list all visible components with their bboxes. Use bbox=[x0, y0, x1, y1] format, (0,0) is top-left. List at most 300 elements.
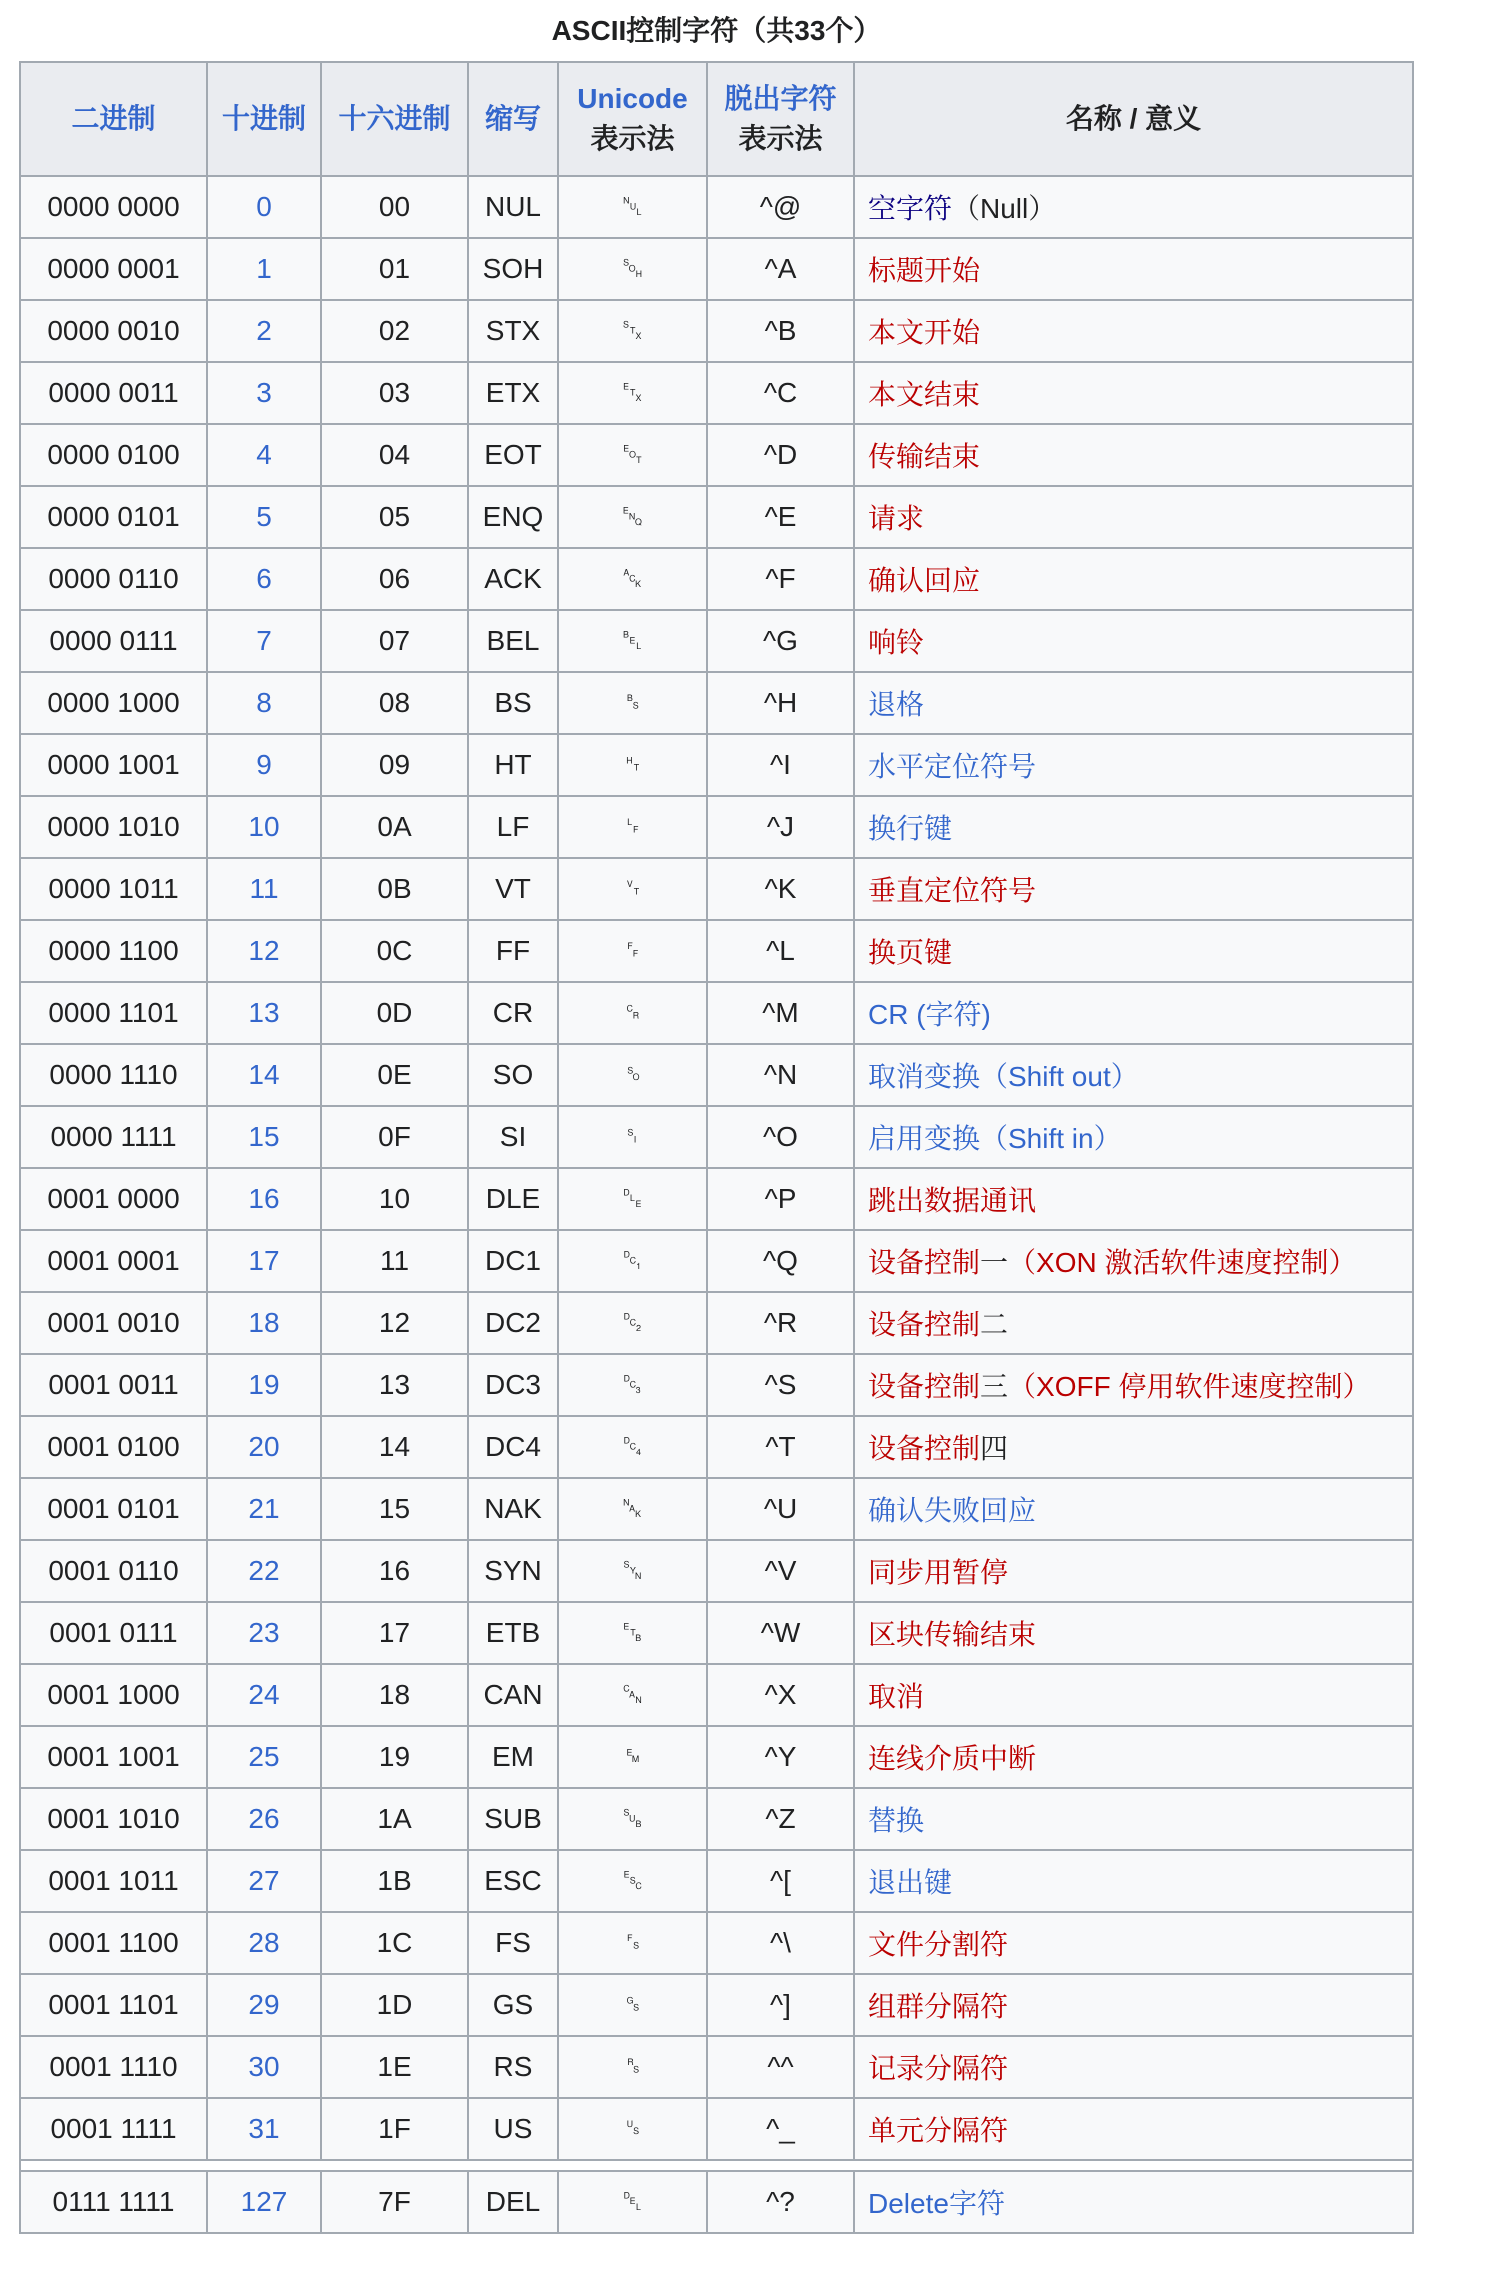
name-redlink[interactable]: 确认回应 bbox=[868, 565, 981, 596]
hex-cell: 0D bbox=[321, 982, 468, 1044]
unicode-symbol-cell: ␂ bbox=[558, 300, 707, 362]
abbr-cell: ESC bbox=[468, 1850, 558, 1912]
table-row bbox=[20, 176, 1413, 238]
abbr-cell: NUL bbox=[468, 176, 558, 238]
hex-cell: 18 bbox=[321, 1664, 468, 1726]
decimal-link[interactable]: 7 bbox=[256, 625, 272, 656]
decimal-link[interactable]: 4 bbox=[256, 439, 272, 470]
hex-cell: 13 bbox=[321, 1354, 468, 1416]
hex-cell: 00 bbox=[321, 176, 468, 238]
unicode-symbol-cell: ␟ bbox=[558, 2098, 707, 2160]
spacer-cell bbox=[20, 2160, 1413, 2171]
escape-sequence-cell: ^L bbox=[707, 920, 854, 982]
escape-sequence-cell: ^W bbox=[707, 1602, 854, 1664]
table-row bbox=[20, 1788, 1413, 1850]
name-cell bbox=[854, 1788, 1413, 1850]
binary-cell: 0000 0101 bbox=[20, 486, 207, 548]
escape-sequence-cell: ^E bbox=[707, 486, 854, 548]
binary-cell: 0000 0010 bbox=[20, 300, 207, 362]
name-redlink[interactable]: 组群分隔符 bbox=[868, 1991, 1009, 2022]
decimal-link[interactable]: 8 bbox=[256, 687, 272, 718]
name-cell bbox=[854, 982, 1413, 1044]
escape-sequence-cell: ^T bbox=[707, 1416, 854, 1478]
name-cell bbox=[854, 1602, 1413, 1664]
header-link[interactable]: 十六进制 bbox=[338, 103, 451, 134]
escape-sequence-cell: ^[ bbox=[707, 1850, 854, 1912]
name-cell bbox=[854, 1726, 1413, 1788]
header-link[interactable]: 二进制 bbox=[71, 103, 156, 134]
abbr-cell: DC2 bbox=[468, 1292, 558, 1354]
abbr-cell: ETX bbox=[468, 362, 558, 424]
name-link[interactable]: 确认失败回应 bbox=[868, 1495, 1037, 1526]
abbr-cell: SI bbox=[468, 1106, 558, 1168]
binary-cell: 0000 1100 bbox=[20, 920, 207, 982]
abbr-cell: LF bbox=[468, 796, 558, 858]
escape-sequence-cell: ^K bbox=[707, 858, 854, 920]
col-header-4 bbox=[558, 62, 707, 176]
binary-cell: 0000 0011 bbox=[20, 362, 207, 424]
unicode-symbol-cell: ␄ bbox=[558, 424, 707, 486]
decimal-cell bbox=[207, 486, 321, 548]
col-header-3 bbox=[468, 62, 558, 176]
name-text: 四 bbox=[980, 1433, 1009, 1464]
name-redlink[interactable]: 设备控制 bbox=[868, 1433, 981, 1464]
hex-cell: 19 bbox=[321, 1726, 468, 1788]
binary-cell: 0001 0011 bbox=[20, 1354, 207, 1416]
name-redlink[interactable]: 连线介质中断 bbox=[868, 1743, 1037, 1774]
unicode-symbol-cell: ␐ bbox=[558, 1168, 707, 1230]
name-link[interactable]: 水平定位符号 bbox=[868, 751, 1037, 782]
hex-cell: 1D bbox=[321, 1974, 468, 2036]
name-cell bbox=[854, 1354, 1413, 1416]
hex-cell: 0A bbox=[321, 796, 468, 858]
decimal-link[interactable]: 21 bbox=[248, 1493, 280, 1524]
table-row bbox=[20, 1602, 1413, 1664]
unicode-symbol-cell: ␊ bbox=[558, 796, 707, 858]
unicode-symbol-cell: ␈ bbox=[558, 672, 707, 734]
col-header-1 bbox=[207, 62, 321, 176]
name-redlink[interactable]: 请求 bbox=[868, 503, 925, 534]
decimal-link[interactable]: 24 bbox=[248, 1679, 280, 1710]
hex-cell: 10 bbox=[321, 1168, 468, 1230]
table-row bbox=[20, 734, 1413, 796]
name-redlink[interactable]: 取消 bbox=[868, 1681, 925, 1712]
decimal-cell bbox=[207, 548, 321, 610]
unicode-symbol-cell: ␀ bbox=[558, 176, 707, 238]
escape-sequence-cell: ^_ bbox=[707, 2098, 854, 2160]
name-link[interactable]: 换行键 bbox=[868, 813, 953, 844]
decimal-link[interactable]: 127 bbox=[240, 2186, 288, 2217]
decimal-link[interactable]: 6 bbox=[256, 563, 272, 594]
name-cell bbox=[854, 1912, 1413, 1974]
decimal-link[interactable]: 23 bbox=[248, 1617, 280, 1648]
name-cell bbox=[854, 362, 1413, 424]
decimal-link[interactable]: 11 bbox=[249, 873, 279, 904]
spacer-row bbox=[20, 2160, 1413, 2171]
hex-cell: 01 bbox=[321, 238, 468, 300]
decimal-link[interactable]: 31 bbox=[248, 2113, 280, 2144]
decimal-cell bbox=[207, 920, 321, 982]
table-caption: ASCII控制字符（共33个） bbox=[551, 15, 882, 46]
name-redlink[interactable]: 跳出数据通讯 bbox=[868, 1185, 1037, 1216]
escape-sequence-cell: ^M bbox=[707, 982, 854, 1044]
col-header-5 bbox=[707, 62, 854, 176]
hex-cell: 1F bbox=[321, 2098, 468, 2160]
table-row bbox=[20, 1044, 1413, 1106]
decimal-cell bbox=[207, 238, 321, 300]
table-row bbox=[20, 796, 1413, 858]
escape-sequence-cell: ^D bbox=[707, 424, 854, 486]
abbr-cell: DC1 bbox=[468, 1230, 558, 1292]
header-link[interactable]: 缩写 bbox=[484, 103, 541, 134]
name-redlink[interactable]: 记录分隔符 bbox=[868, 2053, 1009, 2084]
escape-sequence-cell: ^F bbox=[707, 548, 854, 610]
header-label: 名称 / 意义 bbox=[1065, 103, 1202, 134]
table-row bbox=[20, 1912, 1413, 1974]
name-cell bbox=[854, 1292, 1413, 1354]
name-redlink[interactable]: 本文结束 bbox=[868, 379, 981, 410]
name-cell bbox=[854, 610, 1413, 672]
name-cell bbox=[854, 486, 1413, 548]
binary-cell: 0001 0111 bbox=[20, 1602, 207, 1664]
table-row bbox=[20, 1292, 1413, 1354]
table-row bbox=[20, 1354, 1413, 1416]
abbr-cell: FS bbox=[468, 1912, 558, 1974]
binary-cell: 0001 1111 bbox=[20, 2098, 207, 2160]
unicode-symbol-cell: ␞ bbox=[558, 2036, 707, 2098]
binary-cell: 0000 0100 bbox=[20, 424, 207, 486]
name-link[interactable]: CR (字符) bbox=[868, 999, 991, 1030]
name-cell bbox=[854, 796, 1413, 858]
escape-sequence-cell: ^H bbox=[707, 672, 854, 734]
decimal-cell bbox=[207, 734, 321, 796]
unicode-symbol-cell: ␎ bbox=[558, 1044, 707, 1106]
name-redlink[interactable]: 区块传输结束 bbox=[868, 1619, 1037, 1650]
decimal-link[interactable]: 13 bbox=[248, 997, 280, 1028]
binary-cell: 0001 1011 bbox=[20, 1850, 207, 1912]
decimal-link[interactable]: 15 bbox=[248, 1121, 280, 1152]
unicode-symbol-cell: ␡ bbox=[558, 2171, 707, 2233]
decimal-link[interactable]: 19 bbox=[248, 1369, 280, 1400]
col-header-6 bbox=[854, 62, 1413, 176]
name-link[interactable]: 退出键 bbox=[868, 1867, 953, 1898]
name-visited-link[interactable]: 空字符 bbox=[868, 193, 953, 224]
binary-cell: 0000 1111 bbox=[20, 1106, 207, 1168]
escape-sequence-cell: ^C bbox=[707, 362, 854, 424]
decimal-link[interactable]: 14 bbox=[248, 1059, 280, 1090]
unicode-symbol-cell: ␇ bbox=[558, 610, 707, 672]
unicode-symbol-cell: ␍ bbox=[558, 982, 707, 1044]
col-header-0 bbox=[20, 62, 207, 176]
decimal-link[interactable]: 22 bbox=[248, 1555, 280, 1586]
abbr-cell: SUB bbox=[468, 1788, 558, 1850]
escape-sequence-cell: ^V bbox=[707, 1540, 854, 1602]
binary-cell: 0001 1100 bbox=[20, 1912, 207, 1974]
decimal-link[interactable]: 18 bbox=[248, 1307, 280, 1338]
table-row bbox=[20, 1478, 1413, 1540]
name-cell bbox=[854, 424, 1413, 486]
unicode-symbol-cell: ␃ bbox=[558, 362, 707, 424]
decimal-link[interactable]: 9 bbox=[256, 749, 272, 780]
hex-cell: 14 bbox=[321, 1416, 468, 1478]
decimal-link[interactable]: 1 bbox=[256, 253, 272, 284]
name-cell bbox=[854, 858, 1413, 920]
name-link[interactable]: 取消变换（Shift out） bbox=[868, 1061, 1139, 1092]
abbr-cell: BEL bbox=[468, 610, 558, 672]
decimal-link[interactable]: 0 bbox=[256, 191, 272, 222]
unicode-symbol-cell: ␌ bbox=[558, 920, 707, 982]
name-cell bbox=[854, 1540, 1413, 1602]
abbr-cell: SYN bbox=[468, 1540, 558, 1602]
name-redlink[interactable]: （XON 激活软件速度控制） bbox=[1008, 1247, 1357, 1278]
binary-cell: 0001 0001 bbox=[20, 1230, 207, 1292]
name-cell bbox=[854, 672, 1413, 734]
decimal-link[interactable]: 3 bbox=[256, 377, 272, 408]
col-header-2 bbox=[321, 62, 468, 176]
hex-cell: 1B bbox=[321, 1850, 468, 1912]
abbr-cell: DEL bbox=[468, 2171, 558, 2233]
name-cell bbox=[854, 1974, 1413, 2036]
abbr-cell: FF bbox=[468, 920, 558, 982]
unicode-symbol-cell: ␝ bbox=[558, 1974, 707, 2036]
name-cell bbox=[854, 2171, 1413, 2233]
decimal-link[interactable]: 2 bbox=[256, 315, 272, 346]
hex-cell: 1A bbox=[321, 1788, 468, 1850]
table-row bbox=[20, 548, 1413, 610]
name-redlink[interactable]: 设备控制 bbox=[868, 1371, 981, 1402]
decimal-cell bbox=[207, 1974, 321, 2036]
table-row bbox=[20, 1850, 1413, 1912]
name-cell bbox=[854, 300, 1413, 362]
name-cell bbox=[854, 920, 1413, 982]
unicode-symbol-cell: ␚ bbox=[558, 1788, 707, 1850]
binary-cell: 0000 0110 bbox=[20, 548, 207, 610]
table-row bbox=[20, 1664, 1413, 1726]
unicode-symbol-cell: ␔ bbox=[558, 1416, 707, 1478]
table-row bbox=[20, 610, 1413, 672]
name-cell bbox=[854, 1168, 1413, 1230]
hex-cell: 07 bbox=[321, 610, 468, 672]
decimal-cell bbox=[207, 300, 321, 362]
escape-sequence-cell: ^N bbox=[707, 1044, 854, 1106]
hex-cell: 15 bbox=[321, 1478, 468, 1540]
table-row bbox=[20, 1106, 1413, 1168]
binary-cell: 0000 1000 bbox=[20, 672, 207, 734]
table-head bbox=[20, 62, 1413, 176]
decimal-link[interactable]: 16 bbox=[248, 1183, 280, 1214]
name-cell bbox=[854, 238, 1413, 300]
abbr-cell: CAN bbox=[468, 1664, 558, 1726]
table-row bbox=[20, 1726, 1413, 1788]
name-redlink[interactable]: 文件分割符 bbox=[868, 1929, 1009, 1960]
unicode-symbol-cell: ␁ bbox=[558, 238, 707, 300]
decimal-cell bbox=[207, 424, 321, 486]
decimal-cell bbox=[207, 1230, 321, 1292]
name-cell bbox=[854, 734, 1413, 796]
decimal-link[interactable]: 29 bbox=[248, 1989, 280, 2020]
table-row bbox=[20, 672, 1413, 734]
hex-cell: 0E bbox=[321, 1044, 468, 1106]
binary-cell: 0000 1001 bbox=[20, 734, 207, 796]
abbr-cell: CR bbox=[468, 982, 558, 1044]
decimal-cell bbox=[207, 1106, 321, 1168]
decimal-cell bbox=[207, 1602, 321, 1664]
decimal-link[interactable]: 17 bbox=[248, 1245, 280, 1276]
hex-cell: 09 bbox=[321, 734, 468, 796]
name-redlink[interactable]: 单元分隔符 bbox=[868, 2115, 1009, 2146]
name-link[interactable]: 启用变换（Shift in） bbox=[868, 1123, 1122, 1154]
unicode-symbol-cell: ␅ bbox=[558, 486, 707, 548]
hex-cell: 7F bbox=[321, 2171, 468, 2233]
table-row bbox=[20, 300, 1413, 362]
hex-cell: 04 bbox=[321, 424, 468, 486]
unicode-symbol-cell: ␗ bbox=[558, 1602, 707, 1664]
escape-sequence-cell: ^Q bbox=[707, 1230, 854, 1292]
name-link[interactable]: 退格 bbox=[868, 689, 925, 720]
name-link[interactable]: 替换 bbox=[868, 1805, 925, 1836]
escape-sequence-cell: ^\ bbox=[707, 1912, 854, 1974]
table-row bbox=[20, 1974, 1413, 2036]
binary-cell: 0000 1011 bbox=[20, 858, 207, 920]
unicode-symbol-cell: ␙ bbox=[558, 1726, 707, 1788]
table-row bbox=[20, 1540, 1413, 1602]
table-row bbox=[20, 982, 1413, 1044]
decimal-cell bbox=[207, 1788, 321, 1850]
hex-cell: 05 bbox=[321, 486, 468, 548]
abbr-cell: EOT bbox=[468, 424, 558, 486]
binary-cell: 0001 1101 bbox=[20, 1974, 207, 2036]
hex-cell: 16 bbox=[321, 1540, 468, 1602]
name-redlink[interactable]: （XOFF 停用软件速度控制） bbox=[1008, 1371, 1371, 1402]
header-link[interactable]: Unicode bbox=[577, 83, 688, 114]
hex-cell: 17 bbox=[321, 1602, 468, 1664]
abbr-cell: VT bbox=[468, 858, 558, 920]
abbr-cell: HT bbox=[468, 734, 558, 796]
name-cell bbox=[854, 1850, 1413, 1912]
binary-cell: 0000 1101 bbox=[20, 982, 207, 1044]
decimal-cell bbox=[207, 610, 321, 672]
name-text: （Null） bbox=[952, 193, 1057, 224]
decimal-cell bbox=[207, 1540, 321, 1602]
decimal-link[interactable]: 25 bbox=[248, 1741, 280, 1772]
table-row bbox=[20, 920, 1413, 982]
name-cell bbox=[854, 1044, 1413, 1106]
unicode-symbol-cell: ␏ bbox=[558, 1106, 707, 1168]
table-row bbox=[20, 858, 1413, 920]
unicode-symbol-cell: ␘ bbox=[558, 1664, 707, 1726]
abbr-cell: SO bbox=[468, 1044, 558, 1106]
name-cell bbox=[854, 548, 1413, 610]
decimal-cell bbox=[207, 1478, 321, 1540]
unicode-symbol-cell: ␑ bbox=[558, 1230, 707, 1292]
escape-sequence-cell: ^B bbox=[707, 300, 854, 362]
abbr-cell: BS bbox=[468, 672, 558, 734]
decimal-link[interactable]: 12 bbox=[248, 935, 280, 966]
abbr-cell: NAK bbox=[468, 1478, 558, 1540]
name-text: 一 bbox=[980, 1247, 1009, 1278]
decimal-link[interactable]: 5 bbox=[256, 501, 272, 532]
table-row bbox=[20, 1230, 1413, 1292]
unicode-symbol-cell: ␕ bbox=[558, 1478, 707, 1540]
binary-cell: 0001 0101 bbox=[20, 1478, 207, 1540]
decimal-link[interactable]: 30 bbox=[248, 2051, 280, 2082]
binary-cell: 0001 1001 bbox=[20, 1726, 207, 1788]
escape-sequence-cell: ^O bbox=[707, 1106, 854, 1168]
table-row bbox=[20, 2171, 1413, 2233]
escape-sequence-cell: ^S bbox=[707, 1354, 854, 1416]
decimal-link[interactable]: 10 bbox=[248, 811, 280, 842]
escape-sequence-cell: ^X bbox=[707, 1664, 854, 1726]
binary-cell: 0000 0001 bbox=[20, 238, 207, 300]
name-redlink[interactable]: 设备控制 bbox=[868, 1247, 981, 1278]
name-redlink[interactable]: 换页键 bbox=[868, 937, 953, 968]
header-sublabel: 表示法 bbox=[590, 123, 675, 154]
decimal-cell bbox=[207, 1416, 321, 1478]
table-row bbox=[20, 238, 1413, 300]
binary-cell: 0001 1110 bbox=[20, 2036, 207, 2098]
name-redlink[interactable]: 响铃 bbox=[868, 627, 925, 658]
binary-cell: 0001 1000 bbox=[20, 1664, 207, 1726]
abbr-cell: ACK bbox=[468, 548, 558, 610]
table-row bbox=[20, 2098, 1413, 2160]
abbr-cell: SOH bbox=[468, 238, 558, 300]
escape-sequence-cell: ^P bbox=[707, 1168, 854, 1230]
hex-cell: 0B bbox=[321, 858, 468, 920]
decimal-link[interactable]: 27 bbox=[248, 1865, 280, 1896]
binary-cell: 0001 0000 bbox=[20, 1168, 207, 1230]
escape-sequence-cell: ^A bbox=[707, 238, 854, 300]
name-cell bbox=[854, 176, 1413, 238]
header-row bbox=[20, 62, 1413, 176]
decimal-cell bbox=[207, 672, 321, 734]
escape-sequence-cell: ^I bbox=[707, 734, 854, 796]
hex-cell: 06 bbox=[321, 548, 468, 610]
abbr-cell: STX bbox=[468, 300, 558, 362]
decimal-cell bbox=[207, 176, 321, 238]
hex-cell: 12 bbox=[321, 1292, 468, 1354]
decimal-link[interactable]: 20 bbox=[248, 1431, 280, 1462]
binary-cell: 0000 1110 bbox=[20, 1044, 207, 1106]
abbr-cell: ETB bbox=[468, 1602, 558, 1664]
unicode-symbol-cell: ␓ bbox=[558, 1354, 707, 1416]
escape-sequence-cell: ^G bbox=[707, 610, 854, 672]
header-link[interactable]: 脱出字符 bbox=[724, 83, 837, 114]
name-text: 二 bbox=[980, 1309, 1009, 1340]
name-text: 三 bbox=[980, 1371, 1009, 1402]
name-redlink[interactable]: 本文开始 bbox=[868, 317, 981, 348]
name-redlink[interactable]: 标题开始 bbox=[868, 255, 981, 286]
name-redlink[interactable]: 传输结束 bbox=[868, 441, 981, 472]
decimal-link[interactable]: 26 bbox=[248, 1803, 280, 1834]
table-row bbox=[20, 424, 1413, 486]
decimal-cell bbox=[207, 1044, 321, 1106]
binary-cell: 0000 0000 bbox=[20, 176, 207, 238]
binary-cell: 0000 0111 bbox=[20, 610, 207, 672]
hex-cell: 0F bbox=[321, 1106, 468, 1168]
escape-sequence-cell: ^? bbox=[707, 2171, 854, 2233]
abbr-cell: DLE bbox=[468, 1168, 558, 1230]
name-link[interactable]: Delete字符 bbox=[868, 2188, 1005, 2219]
name-cell bbox=[854, 1664, 1413, 1726]
name-redlink[interactable]: 垂直定位符号 bbox=[868, 875, 1037, 906]
decimal-link[interactable]: 28 bbox=[248, 1927, 280, 1958]
binary-cell: 0001 0110 bbox=[20, 1540, 207, 1602]
name-redlink[interactable]: 同步用暂停 bbox=[868, 1557, 1009, 1588]
decimal-cell bbox=[207, 362, 321, 424]
name-redlink[interactable]: 设备控制 bbox=[868, 1309, 981, 1340]
header-link[interactable]: 十进制 bbox=[221, 103, 306, 134]
decimal-cell bbox=[207, 2171, 321, 2233]
